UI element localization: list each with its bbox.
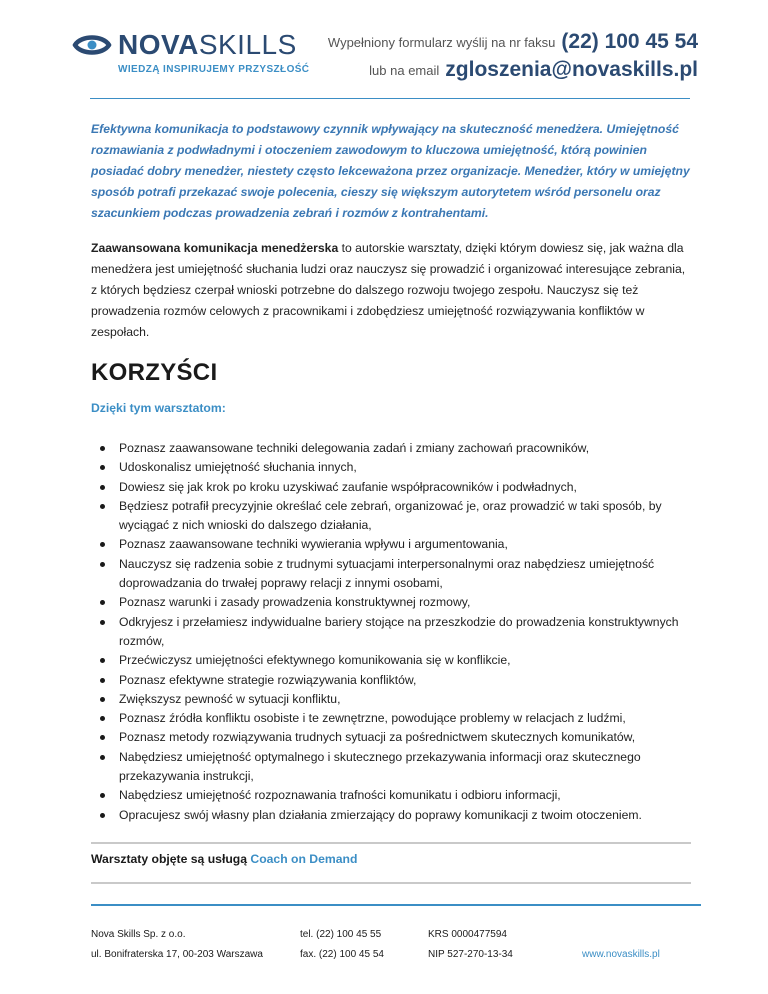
list-item: Poznasz metody rozwiązywania trudnych sytuacji za pośrednictwem skutecznych komunikatów, [91, 728, 691, 747]
brand-wordmark [118, 28, 297, 62]
list-item: Udoskonalisz umiejętność słuchania innych, [91, 458, 691, 477]
company-address: ul. Bonifraterska 17, 00-203 Warszawa [91, 949, 263, 960]
coach-note [91, 852, 357, 866]
intro-paragraph: Efektywna komunikacja to podstawowy czynnik wpływający na skuteczność menedżera. Umiejętność rozmawiania z podwładnymi i otoczeniem zawodowym to kluczowa umiejętność, którą powinien posiadać dobry menedżer, niestety często lekceważona przez organizacje. Menedżer, który w umiejętny sposób potrafi przekazać swoje polecenia, cieszy się większym autorytetem wśród personelu oraz szacunkiem podczas prowadzenia zebrań i rozmów z kontrahentami. [91, 122, 690, 220]
list-item: Poznasz efektywne strategie rozwiązywania konfliktów, [91, 671, 691, 690]
fax-label: Wypełniony formularz wyślij na nr faksu [327, 35, 556, 50]
coach-top-divider [91, 842, 691, 844]
coach-bottom-divider [91, 882, 691, 884]
brand-light: SKILLS [198, 29, 297, 60]
coach-on-demand-link[interactable]: Coach on Demand [250, 852, 358, 866]
list-item: Opracujesz swój własny plan działania zmierzający do poprawy komunikacji z twoim otoczeniem. [91, 806, 691, 825]
lead-paragraph [91, 238, 691, 343]
footer-phones [300, 925, 384, 965]
footer-divider [91, 904, 701, 906]
fax-contact [328, 30, 698, 54]
company-name: Nova Skills Sp. z o.o. [91, 929, 186, 940]
email-label: lub na email [369, 63, 440, 78]
page-header [0, 0, 768, 100]
footer-company [91, 925, 263, 965]
list-item: Poznasz warunki i zasady prowadzenia konstruktywnej rozmowy, [91, 593, 691, 612]
fax-number-footer: fax. (22) 100 45 54 [300, 949, 384, 960]
list-item: Nabędziesz umiejętność rozpoznawania trafności komunikatu i odbioru informacji, [91, 786, 691, 805]
benefits-list [91, 439, 691, 825]
brand-bold: NOVA [118, 29, 199, 60]
list-item: Będziesz potrafił precyzyjnie określać cele zebrań, organizować je, oraz prowadzić w taki sposób, by wyciągać z nich wnioski do dalszego działania, [91, 497, 691, 536]
novaskills-eye-logo-icon [72, 32, 112, 58]
website-link[interactable]: www.novaskills.pl [582, 949, 660, 960]
coach-text: Warsztaty objęte są usługą [91, 852, 247, 866]
list-item: Nauczysz się radzenia sobie z trudnymi sytuacjami interpersonalnymi oraz nabędziesz umiejętność doprowadzania do trwałej poprawy relacji z innymi osobami, [91, 555, 691, 594]
list-item: Zwiększysz pewność w sytuacji konfliktu, [91, 690, 691, 709]
header-divider [90, 98, 690, 99]
section-title: KORZYŚCI [91, 359, 218, 386]
footer-website [582, 945, 660, 965]
list-item: Poznasz zaawansowane techniki wywierania wpływu i argumentowania, [91, 535, 691, 554]
lead-bold: Zaawansowana komunikacja menedżerska [91, 241, 339, 255]
benefits-subhead: Dzięki tym warsztatom: [91, 401, 226, 415]
phone-number: tel. (22) 100 45 55 [300, 929, 382, 940]
lead-text: to autorskie warsztaty, dzięki którym dowiesz się, jak ważna dla menedżera jest umiejętność słuchania ludzi oraz nauczysz się prowadzić i organizować interesujące zebrania, z których będziesz czerpał wnioski potrzebne do dalszego rozwoju twojego zespołu. Nauczysz się też prowadzenia rozmów celowych z pracownikami i zdobędziesz umiejętność rozwiązywania konfliktów w zespołach. [91, 241, 686, 339]
fax-number: (22) 100 45 54 [561, 30, 698, 53]
list-item: Odkryjesz i przełamiesz indywidualne bariery stojące na przeszkodzie do prowadzenia konstruktywnych rozmów, [91, 613, 691, 652]
main-content [91, 119, 691, 825]
list-item: Dowiesz się jak krok po kroku uzyskiwać zaufanie współpracowników i podwładnych, [91, 478, 691, 497]
footer-registry [428, 925, 513, 965]
novaskills-logo [72, 28, 312, 88]
brand-tagline: WIEDZĄ INSPIRUJEMY PRZYSZŁOŚĆ [118, 64, 310, 75]
krs-number: KRS 0000477594 [428, 929, 507, 940]
list-item: Przećwiczysz umiejętności efektywnego komunikowania się w konflikcie, [91, 651, 691, 670]
list-item: Poznasz zaawansowane techniki delegowania zadań i zmiany zachowań pracowników, [91, 439, 691, 458]
email-link[interactable]: zgloszenia@novaskills.pl [445, 58, 698, 81]
email-contact [369, 58, 698, 82]
nip-number: NIP 527-270-13-34 [428, 949, 513, 960]
list-item: Nabędziesz umiejętność optymalnego i skutecznego przekazywania informacji oraz skutecznego przekazywania instrukcji, [91, 748, 691, 787]
list-item: Poznasz źródła konfliktu osobiste i te zewnętrzne, powodujące problemy w relacjach z ludźmi, [91, 709, 691, 728]
